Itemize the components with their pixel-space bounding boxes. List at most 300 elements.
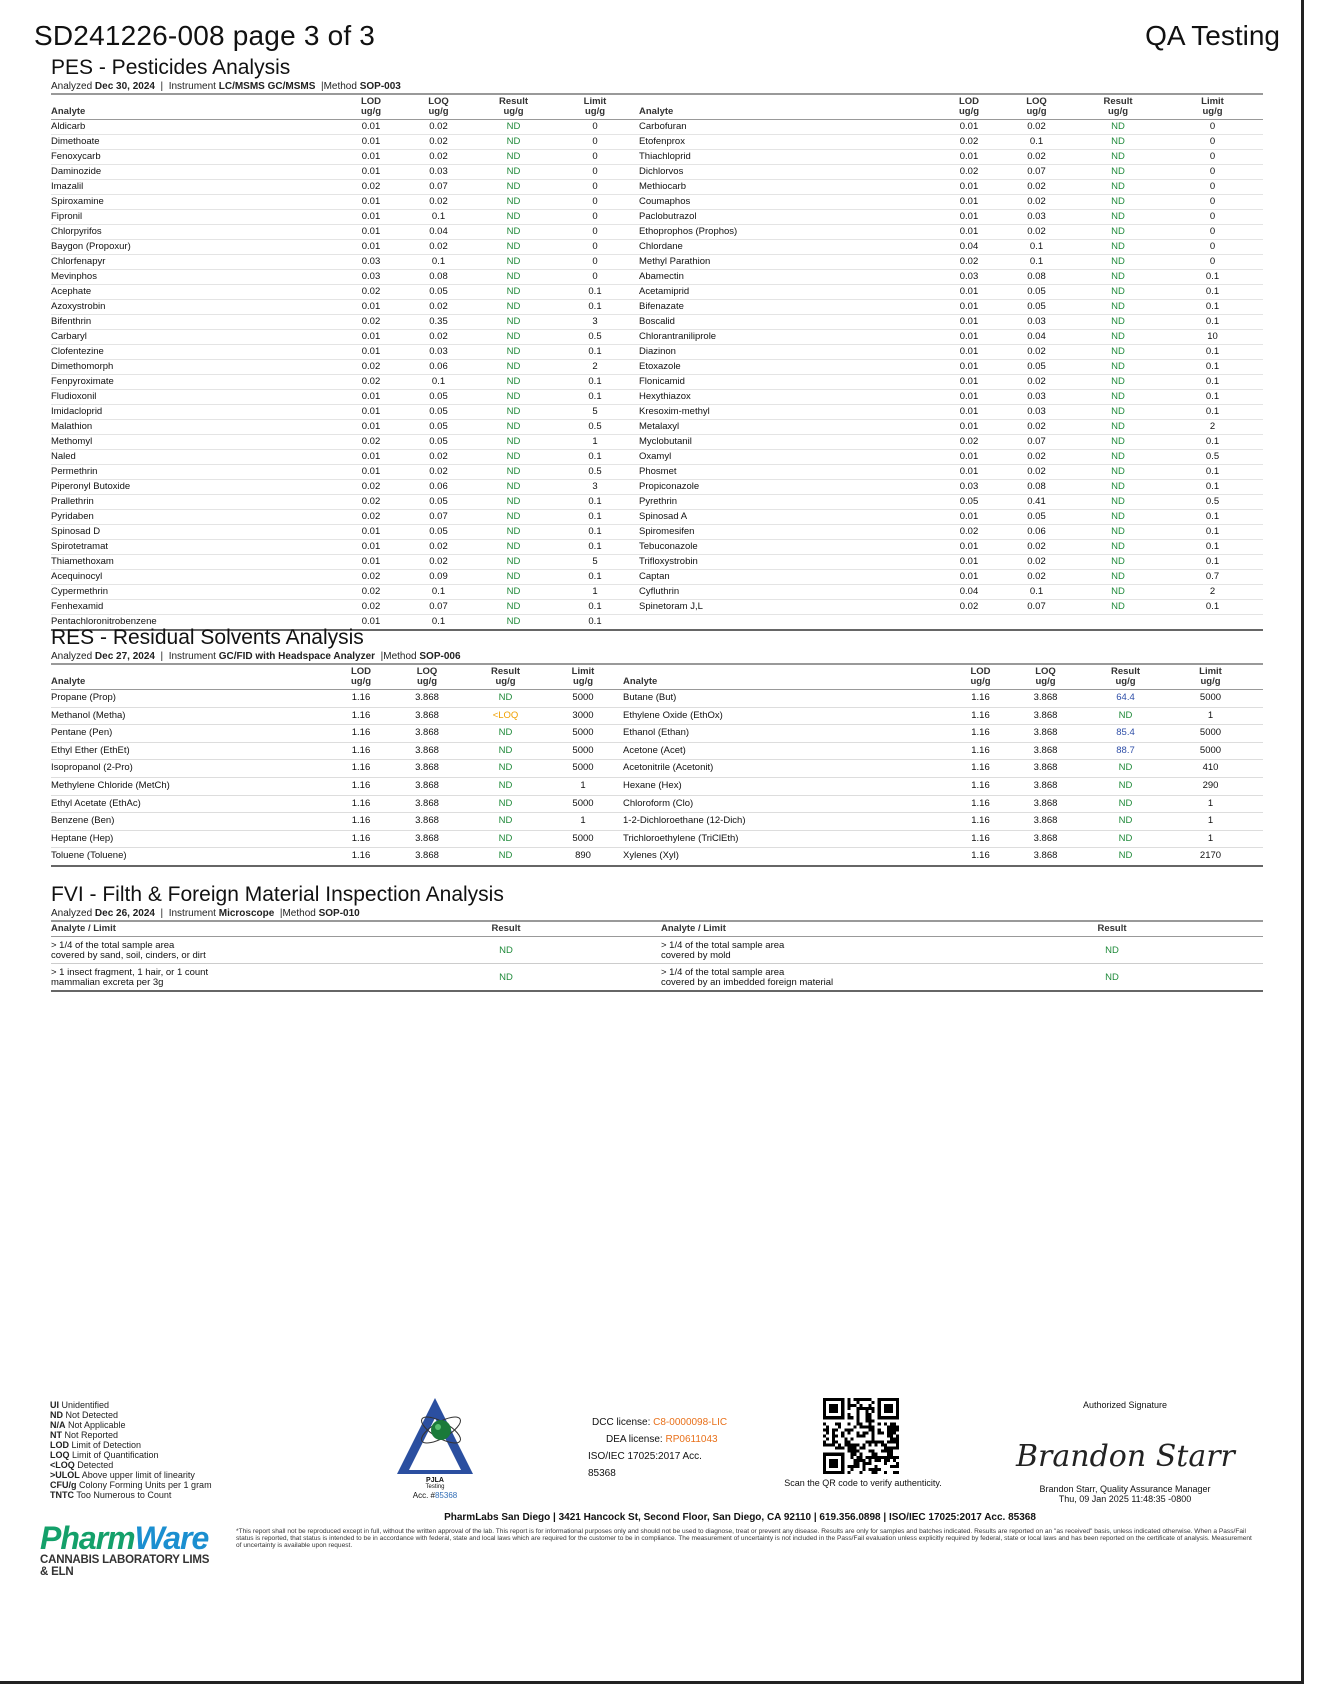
fvi-result: ND xyxy=(499,971,513,983)
loq-cell: 0.08 xyxy=(1027,271,1046,282)
analyte-cell: Spirotetramat xyxy=(51,541,109,552)
result-cell: ND xyxy=(1111,361,1125,372)
pes-meta: Analyzed Dec 30, 2024 | Instrument LC/MSMS GC/MSMS |Method SOP-003 xyxy=(51,81,401,92)
loq-cell: 0.02 xyxy=(429,136,448,147)
result-cell: ND xyxy=(1111,166,1125,177)
limit-cell: 0.1 xyxy=(1205,466,1220,477)
lod-cell: 1.16 xyxy=(351,832,371,844)
result-cell: ND xyxy=(506,301,521,312)
fvi-analyte: > 1/4 of the total sample area covered by mold xyxy=(661,940,785,961)
analyte-cell: Ethoprophos (Prophos) xyxy=(639,226,738,237)
lod-cell: 0.02 xyxy=(361,181,381,192)
result-cell: ND xyxy=(1111,121,1125,132)
legend-item: UI Unidentified xyxy=(50,1400,110,1410)
pes-row xyxy=(51,165,1263,180)
pharmware-logo xyxy=(40,1522,210,1578)
result-cell: 88.7 xyxy=(1116,744,1135,756)
limit-cell: 5000 xyxy=(572,832,594,844)
res-row xyxy=(51,830,1263,848)
loq-cell: 0.05 xyxy=(429,496,448,507)
analyte-cell: Boscalid xyxy=(639,316,675,327)
loq-cell: 0.05 xyxy=(429,526,448,537)
result-cell: ND xyxy=(506,451,521,462)
pharmware-wordmark: PharmWare xyxy=(40,1520,209,1556)
loq-cell: 0.02 xyxy=(429,466,448,477)
lod-cell: 0.01 xyxy=(361,466,381,477)
lod-cell: 0.02 xyxy=(361,286,381,297)
pes-row xyxy=(51,450,1263,465)
pes-row xyxy=(51,570,1263,585)
loq-cell: 0.1 xyxy=(1029,586,1044,597)
fvi-row xyxy=(51,937,1263,964)
analyte-cell: Hexane (Hex) xyxy=(623,779,682,791)
legend-item: ND Not Detected xyxy=(50,1410,119,1420)
analyte-cell: Chlorfenapyr xyxy=(51,256,106,267)
analyte-cell: Xylenes (Xyl) xyxy=(623,850,679,862)
lod-cell: 1.16 xyxy=(971,832,990,844)
loq-cell: 3.868 xyxy=(415,692,439,703)
limit-cell: 0.1 xyxy=(1205,406,1220,417)
analyte-cell: Bifenthrin xyxy=(51,316,92,327)
pes-row xyxy=(51,300,1263,315)
fvi-table-body xyxy=(51,937,1263,992)
pes-row xyxy=(51,210,1263,225)
limit-cell: 0.1 xyxy=(588,376,602,387)
lod-cell: 0.01 xyxy=(959,346,979,357)
lod-cell: 0.02 xyxy=(361,496,381,507)
result-cell: ND xyxy=(1111,406,1125,417)
signature-script: Brandon Starr xyxy=(1016,1439,1235,1474)
result-cell: ND xyxy=(1111,346,1125,357)
loq-cell: 0.04 xyxy=(1027,331,1046,342)
limit-cell: 890 xyxy=(575,850,591,862)
loq-cell: 0.05 xyxy=(429,406,448,417)
analyte-cell: Daminozide xyxy=(51,166,102,177)
result-cell: ND xyxy=(1111,451,1125,462)
loq-cell: 0.02 xyxy=(1027,451,1046,462)
lod-cell: 0.01 xyxy=(959,391,979,402)
loq-cell: 0.02 xyxy=(1027,196,1046,207)
analyte-cell: Ethylene Oxide (EthOx) xyxy=(623,709,723,721)
analyte-cell: Trifloxystrobin xyxy=(639,556,698,567)
analyte-cell: Myclobutanil xyxy=(639,436,692,447)
limit-cell: 0.1 xyxy=(1205,481,1220,492)
loq-cell: 0.07 xyxy=(429,511,448,522)
pjla-triangle-icon xyxy=(395,1396,475,1476)
fvi-result: ND xyxy=(1105,971,1119,983)
loq-cell: 0.03 xyxy=(429,166,448,177)
analyte-cell: Coumaphos xyxy=(639,196,691,207)
lod-cell: 0.04 xyxy=(959,241,979,252)
result-cell: ND xyxy=(506,361,521,372)
result-cell: ND xyxy=(1111,331,1125,342)
fvi-table-header: Analyte / Limit Result Analyte / Limit Result xyxy=(51,921,1263,937)
lod-cell: 0.01 xyxy=(959,361,979,372)
analyte-cell: Etoxazole xyxy=(639,361,681,372)
loq-cell: 3.868 xyxy=(1033,727,1058,739)
analyte-cell: Captan xyxy=(639,571,670,582)
lod-cell: 0.02 xyxy=(361,481,381,492)
result-cell: ND xyxy=(498,727,513,739)
lod-cell: 0.01 xyxy=(361,166,381,177)
lod-cell: 1.16 xyxy=(971,692,990,703)
loq-cell: 0.06 xyxy=(1027,526,1046,537)
lod-cell: 0.01 xyxy=(361,301,381,312)
analyte-cell: Aldicarb xyxy=(51,121,86,132)
loq-cell: 0.03 xyxy=(429,346,448,357)
result-cell: 85.4 xyxy=(1116,727,1135,739)
lod-cell: 1.16 xyxy=(971,779,990,791)
analyte-cell: Oxamyl xyxy=(639,451,672,462)
limit-cell: 0.5 xyxy=(588,421,602,432)
analyte-cell: Thiachloprid xyxy=(639,151,691,162)
loq-cell: 3.868 xyxy=(1033,815,1058,827)
analyte-cell: Benzene (Ben) xyxy=(51,815,115,827)
limit-cell: 0.1 xyxy=(1205,601,1220,612)
limit-cell: 0 xyxy=(592,211,598,222)
limit-cell: 0.1 xyxy=(588,601,602,612)
lod-cell: 0.01 xyxy=(361,226,381,237)
loq-cell: 0.02 xyxy=(1027,151,1046,162)
result-cell: ND xyxy=(1111,601,1125,612)
result-cell: ND xyxy=(506,256,521,267)
loq-cell: 3.868 xyxy=(415,779,439,791)
pes-row xyxy=(51,510,1263,525)
res-meta: Analyzed Dec 27, 2024 | Instrument GC/FID with Headspace Analyzer |Method SOP-006 xyxy=(51,651,461,662)
pes-row xyxy=(51,525,1263,540)
lod-cell: 1.16 xyxy=(971,762,990,774)
result-cell: ND xyxy=(1111,151,1125,162)
loq-cell: 0.07 xyxy=(1027,601,1046,612)
pes-table-body xyxy=(51,120,1263,631)
result-cell: ND xyxy=(1111,196,1125,207)
lod-cell: 0.02 xyxy=(361,376,381,387)
limit-cell: 0.1 xyxy=(1205,541,1220,552)
pes-row xyxy=(51,555,1263,570)
legend-item: NT Not Reported xyxy=(50,1430,119,1440)
pes-row xyxy=(51,375,1263,390)
limit-cell: 0 xyxy=(1209,181,1216,192)
limit-cell: 0.5 xyxy=(1205,451,1220,462)
loq-cell: 0.1 xyxy=(1029,256,1044,267)
analyte-cell: Methomyl xyxy=(51,436,93,447)
loq-cell: 0.02 xyxy=(1027,346,1046,357)
pes-row xyxy=(51,225,1263,240)
fvi-row xyxy=(51,964,1263,992)
loq-cell: 3.868 xyxy=(415,709,439,721)
fvi-meta: Analyzed Dec 26, 2024 | Instrument Microscope |Method SOP-010 xyxy=(51,908,360,919)
result-cell: ND xyxy=(1111,241,1125,252)
limit-cell: 10 xyxy=(1207,331,1218,342)
analyte-cell: Pyridaben xyxy=(51,511,94,522)
loq-cell: 0.06 xyxy=(429,481,448,492)
analyte-cell: Chlorantraniliprole xyxy=(639,331,717,342)
result-cell: ND xyxy=(506,556,521,567)
lod-cell: 0.01 xyxy=(361,451,381,462)
lod-cell: 1.16 xyxy=(351,797,371,809)
analyte-cell: Imazalil xyxy=(51,181,84,192)
loq-cell: 0.09 xyxy=(429,571,448,582)
lod-cell: 0.02 xyxy=(959,436,979,447)
res-row xyxy=(51,760,1263,778)
limit-cell: 410 xyxy=(1202,762,1219,774)
lod-cell: 0.02 xyxy=(361,316,381,327)
lod-cell: 0.01 xyxy=(361,121,381,132)
result-cell: ND xyxy=(506,421,521,432)
analyte-cell: Spiroxamine xyxy=(51,196,104,207)
pes-row xyxy=(51,120,1263,135)
result-cell: ND xyxy=(506,391,521,402)
result-cell: ND xyxy=(1111,301,1125,312)
pes-section xyxy=(51,56,1263,631)
lod-cell: 0.01 xyxy=(361,616,381,627)
limit-cell: 5 xyxy=(592,406,598,417)
result-cell: <LOQ xyxy=(492,709,519,721)
loq-cell: 3.868 xyxy=(415,727,439,739)
pes-row xyxy=(51,420,1263,435)
lod-cell: 0.01 xyxy=(361,241,381,252)
lod-cell: 0.01 xyxy=(959,316,979,327)
result-cell: ND xyxy=(498,850,513,862)
limit-cell: 1 xyxy=(1207,815,1214,827)
loq-cell: 0.02 xyxy=(1027,556,1046,567)
limit-cell: 0 xyxy=(1209,196,1216,207)
analyte-cell: Methyl Parathion xyxy=(639,256,711,267)
lod-cell: 1.16 xyxy=(351,762,371,774)
loq-cell: 3.868 xyxy=(1033,850,1058,862)
loq-cell: 0.03 xyxy=(1027,391,1046,402)
lod-cell: 0.02 xyxy=(361,601,381,612)
result-cell: ND xyxy=(506,166,521,177)
limit-cell: 1 xyxy=(580,779,586,791)
loq-cell: 0.05 xyxy=(429,436,448,447)
lod-cell: 1.16 xyxy=(351,709,371,721)
lod-cell: 1.16 xyxy=(351,727,371,739)
limit-cell: 0 xyxy=(592,241,598,252)
result-cell: ND xyxy=(506,511,521,522)
result-cell: ND xyxy=(1118,832,1133,844)
analyte-cell: Methylene Chloride (MetCh) xyxy=(51,779,170,791)
legend-item: TNTC Too Numerous to Count xyxy=(50,1490,172,1500)
result-cell: ND xyxy=(1118,779,1133,791)
loq-cell: 0.02 xyxy=(1027,226,1046,237)
lod-cell: 0.01 xyxy=(959,421,979,432)
limit-cell: 2 xyxy=(1209,421,1216,432)
result-cell: ND xyxy=(506,571,521,582)
analyte-cell: Ethyl Acetate (EthAc) xyxy=(51,797,141,809)
pes-table xyxy=(51,93,1263,631)
lod-cell: 0.01 xyxy=(361,136,381,147)
limit-cell: 0.1 xyxy=(588,616,602,627)
res-row xyxy=(51,777,1263,795)
limit-cell: 0.1 xyxy=(1205,376,1220,387)
analyte-cell: Imidacloprid xyxy=(51,406,103,417)
limit-cell: 0.1 xyxy=(588,526,602,537)
lod-cell: 0.01 xyxy=(361,196,381,207)
limit-cell: 0.1 xyxy=(588,346,602,357)
analyte-cell: Spinosad A xyxy=(639,511,688,522)
pes-row xyxy=(51,600,1263,615)
analyte-cell: Chlordane xyxy=(639,241,683,252)
res-table-header: Analyte LOD ug/g LOQ ug/g Result ug/g Limit ug/g Analyte LOD ug/g LOQ ug/g Result ug/g Limit ug/g xyxy=(51,664,1263,690)
limit-cell: 0 xyxy=(1209,136,1216,147)
limit-cell: 0.1 xyxy=(1205,316,1220,327)
pes-row xyxy=(51,435,1263,450)
analyte-cell: Carbaryl xyxy=(51,331,87,342)
loq-cell: 3.868 xyxy=(1033,762,1058,774)
res-row xyxy=(51,813,1263,831)
qr-code-icon[interactable] xyxy=(823,1398,899,1474)
loq-cell: 0.1 xyxy=(1029,136,1044,147)
lod-cell: 1.16 xyxy=(971,797,990,809)
result-cell: ND xyxy=(506,121,521,132)
res-row xyxy=(51,707,1263,725)
loq-cell: 0.05 xyxy=(429,286,448,297)
fvi-section xyxy=(51,883,1263,992)
disclaimer: *This report shall not be reproduced except in full, without the written approval of the lab. This report is for informational purposes only and should not be used to diagnose, treat or prevent any disease. Results are only for samples and batches indicated. Results are reported on an "as received" basis, unless indicated otherwise. When a Pass/Fail status is reported, that status is intended to be in accordance with federal, state and local laws which are required for the customer to be in compliance. The measurement of uncertainty is not included in the Pass/Fail evaluation unless explicitly required by federal, state or local laws and has been reported on the certificate of analysis. Measurement of uncertainty is available upon request. xyxy=(236,1528,1252,1549)
analyte-cell: Pyrethrin xyxy=(639,496,678,507)
limit-cell: 0 xyxy=(592,151,598,162)
loq-cell: 0.02 xyxy=(429,331,448,342)
lod-cell: 0.01 xyxy=(959,556,979,567)
analyte-cell: Hexythiazox xyxy=(639,391,691,402)
analyte-cell: Malathion xyxy=(51,421,93,432)
lod-cell: 0.01 xyxy=(361,151,381,162)
limit-cell: 0.5 xyxy=(1205,496,1220,507)
abbreviation-legend xyxy=(50,1400,212,1500)
lod-cell: 0.02 xyxy=(361,511,381,522)
limit-cell: 5000 xyxy=(1199,692,1222,703)
lod-cell: 0.01 xyxy=(959,406,979,417)
result-cell: ND xyxy=(1111,181,1125,192)
pjla-sub: Testing xyxy=(425,1484,445,1490)
signatory: Brandon Starr, Quality Assurance Manager Thu, 09 Jan 2025 11:48:35 -0800 xyxy=(1039,1484,1211,1504)
licenses xyxy=(560,1414,730,1482)
lod-cell: 0.01 xyxy=(361,556,381,567)
legend-item: CFU/g Colony Forming Units per 1 gram xyxy=(50,1480,212,1490)
limit-cell: 0 xyxy=(1209,166,1216,177)
analyte-cell: Spinosad D xyxy=(51,526,101,537)
pes-row xyxy=(51,270,1263,285)
analyte-cell: Fenpyroximate xyxy=(51,376,114,387)
analyte-cell: Fludioxonil xyxy=(51,391,97,402)
lod-cell: 1.16 xyxy=(351,850,371,862)
loq-cell: 0.07 xyxy=(1027,166,1046,177)
limit-cell: 0.1 xyxy=(1205,526,1220,537)
analyte-cell: Trichloroethylene (TriClEth) xyxy=(623,832,739,844)
legend-item: LOD Limit of Detection xyxy=(50,1440,142,1450)
loq-cell: 0.03 xyxy=(1027,211,1046,222)
result-cell: ND xyxy=(506,136,521,147)
analyte-cell: Abamectin xyxy=(639,271,684,282)
lod-cell: 0.02 xyxy=(959,136,979,147)
dcc-license: DCC license: C8-0000098-LIC xyxy=(592,1417,728,1428)
res-row xyxy=(51,742,1263,760)
limit-cell: 1 xyxy=(1207,797,1214,809)
analyte-cell: Acetone (Acet) xyxy=(623,744,686,756)
lod-cell: 0.01 xyxy=(959,451,979,462)
loq-cell: 0.1 xyxy=(431,616,446,627)
loq-cell: 3.868 xyxy=(1033,692,1058,703)
res-title: RES - Residual Solvents Analysis xyxy=(51,626,364,649)
result-cell: ND xyxy=(1111,421,1125,432)
iso-accreditation: ISO/IEC 17025:2017 Acc. 85368 xyxy=(588,1451,702,1479)
loq-cell: 0.02 xyxy=(429,196,448,207)
limit-cell: 1 xyxy=(1207,832,1214,844)
result-cell: ND xyxy=(1111,526,1125,537)
lod-cell: 0.03 xyxy=(361,271,381,282)
pes-row xyxy=(51,465,1263,480)
analyte-cell: 1-2-Dichloroethane (12-Dich) xyxy=(623,815,746,827)
lod-cell: 0.01 xyxy=(361,526,381,537)
analyte-cell: Mevinphos xyxy=(51,271,97,282)
limit-cell: 0.1 xyxy=(1205,511,1220,522)
loq-cell: 0.02 xyxy=(1027,571,1046,582)
limit-cell: 0.5 xyxy=(588,466,602,477)
loq-cell: 3.868 xyxy=(1033,832,1058,844)
loq-cell: 3.868 xyxy=(1033,744,1058,756)
analyte-cell: Chlorpyrifos xyxy=(51,226,102,237)
lod-cell: 0.01 xyxy=(959,511,979,522)
limit-cell: 0 xyxy=(592,196,598,207)
result-cell: ND xyxy=(506,406,521,417)
loq-cell: 0.41 xyxy=(1027,496,1046,507)
limit-cell: 0.1 xyxy=(588,496,602,507)
result-cell: ND xyxy=(498,762,513,774)
result-cell: ND xyxy=(1111,286,1125,297)
analyte-cell: Ethyl Ether (EthEt) xyxy=(51,744,130,756)
loq-cell: 0.06 xyxy=(429,361,448,372)
limit-cell: 0 xyxy=(592,166,598,177)
limit-cell: 3000 xyxy=(572,709,594,721)
analyte-cell: Acetonitrile (Acetonit) xyxy=(623,762,714,774)
analyte-cell: Carbofuran xyxy=(639,121,687,132)
analyte-cell: Kresoxim-methyl xyxy=(639,406,710,417)
limit-cell: 5000 xyxy=(572,762,594,774)
result-cell: ND xyxy=(506,526,521,537)
limit-cell: 0.1 xyxy=(1205,556,1220,567)
result-cell: ND xyxy=(506,466,521,477)
loq-cell: 0.05 xyxy=(429,421,448,432)
pes-row xyxy=(51,585,1263,600)
limit-cell: 0.1 xyxy=(1205,436,1220,447)
result-cell: ND xyxy=(498,832,513,844)
analyte-cell: Paclobutrazol xyxy=(639,211,697,222)
result-cell: ND xyxy=(506,376,521,387)
limit-cell: 1 xyxy=(1207,709,1214,721)
lod-cell: 1.16 xyxy=(971,727,990,739)
limit-cell: 0 xyxy=(592,181,598,192)
loq-cell: 3.868 xyxy=(415,744,439,756)
lod-cell: 0.01 xyxy=(959,121,979,132)
lod-cell: 1.16 xyxy=(971,744,990,756)
loq-cell: 0.04 xyxy=(429,226,448,237)
analyte-cell: Etofenprox xyxy=(639,136,685,147)
limit-cell: 5000 xyxy=(572,727,594,739)
limit-cell: 5000 xyxy=(1199,727,1222,739)
analyte-cell: Cyfluthrin xyxy=(639,586,680,597)
lod-cell: 0.02 xyxy=(361,436,381,447)
signature-image xyxy=(1010,1424,1250,1484)
loq-cell: 3.868 xyxy=(415,832,439,844)
result-cell: ND xyxy=(506,346,521,357)
lod-cell: 0.01 xyxy=(959,466,979,477)
limit-cell: 2 xyxy=(592,361,598,372)
analyte-cell: Baygon (Propoxur) xyxy=(51,241,131,252)
analyte-cell: Diazinon xyxy=(639,346,676,357)
limit-cell: 5000 xyxy=(572,797,594,809)
result-cell: ND xyxy=(1111,586,1125,597)
